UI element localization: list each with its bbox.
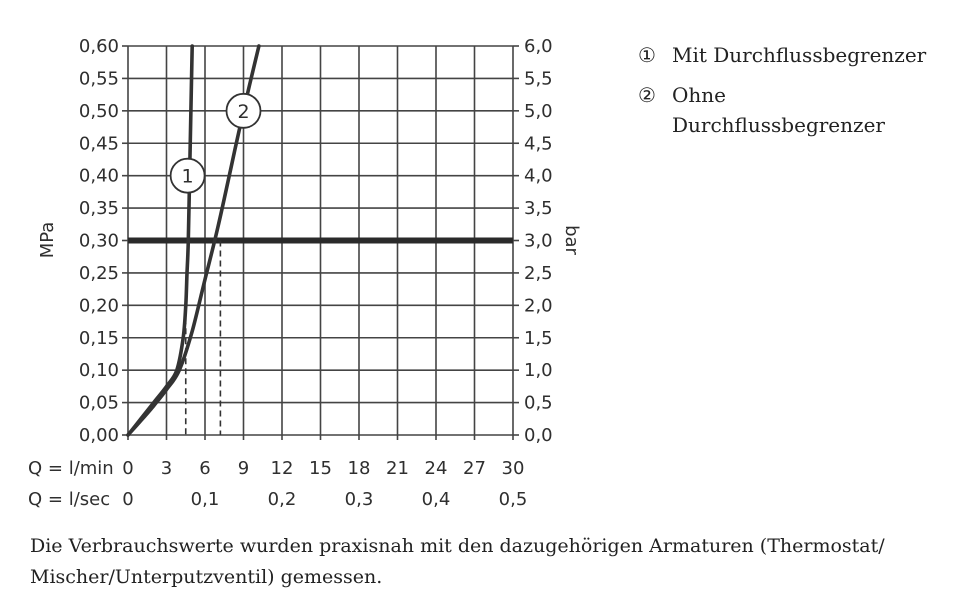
- y-right-tick-label: 2,5: [524, 262, 553, 284]
- x-row1-tick-label: 6: [199, 458, 211, 479]
- x-row1-tick-label: 3: [160, 458, 173, 479]
- y-right-tick-label: 4,0: [524, 165, 553, 187]
- y-left-tick-label: 0,20: [78, 295, 119, 317]
- x-row2-tick-label: 0,2: [267, 489, 297, 510]
- y-left-tick-label: 0,30: [78, 230, 119, 252]
- x-row1-tick-label: 0: [122, 458, 134, 479]
- legend-marker-1: ①: [638, 43, 656, 67]
- legend-marker-2: ②: [638, 83, 656, 107]
- y-right-tick-label: 4,5: [524, 133, 553, 155]
- y-right-tick-label: 0,0: [524, 425, 553, 446]
- x-row1-tick-label: 21: [386, 458, 409, 479]
- legend: [638, 43, 927, 137]
- x-row1-tick-label: 27: [463, 458, 486, 479]
- y-right-tick-label: 2,0: [524, 295, 553, 317]
- legend-text-1: Mit Durchflussbegrenzer: [672, 43, 927, 67]
- x-row2-tick-label: 0,4: [421, 489, 451, 510]
- curve-marker-label-2: 2: [237, 100, 250, 123]
- y-left-tick-label: 0,10: [78, 360, 119, 382]
- y-right-tick-label: 6,0: [524, 36, 553, 57]
- y-left-tick-label: 0,25: [78, 262, 119, 284]
- y-right-tick-label: 5,5: [524, 68, 553, 90]
- x-row1-tick-label: 30: [501, 458, 525, 479]
- x-row1-label: Q = l/min: [28, 458, 114, 479]
- footnote-line-2: Mischer/Unterputzventil) gemessen.: [30, 566, 383, 588]
- y-right-tick-label: 3,5: [524, 198, 553, 220]
- x-row1-tick-label: 24: [424, 458, 448, 479]
- y-right-tick-label: 5,0: [524, 100, 553, 122]
- x-row1-tick-label: 9: [237, 458, 250, 479]
- y-left-tick-label: 0,55: [78, 68, 119, 90]
- legend-text-2: Ohne: [672, 83, 726, 107]
- y-left-tick-label: 0,60: [78, 36, 119, 57]
- y-left-tick-label: 0,45: [78, 133, 119, 155]
- x-row2-tick-label: 0,1: [190, 489, 220, 510]
- y-right-tick-label: 1,0: [524, 360, 553, 382]
- x-row2-tick-label: 0,5: [498, 489, 528, 510]
- x-row1-tick-label: 15: [309, 458, 332, 479]
- y-left-axis-label: MPa: [37, 221, 58, 259]
- curve-marker-label-1: 1: [181, 165, 194, 188]
- x-row1-tick-label: 12: [270, 458, 294, 479]
- y-right-axis-label: bar: [561, 225, 582, 255]
- y-left-tick-label: 0,50: [78, 100, 119, 122]
- x-row2-tick-label: 0,3: [344, 489, 374, 510]
- legend-text-2-line2: Durchflussbegrenzer: [672, 113, 885, 137]
- y-right-tick-label: 0,5: [524, 392, 553, 414]
- y-left-tick-label: 0,00: [78, 425, 119, 446]
- footnote-line-1: Die Verbrauchswerte wurden praxisnah mit den dazugehörigen Armaturen (Thermostat/: [30, 535, 885, 557]
- x-row2-tick-label: 0: [122, 489, 134, 510]
- y-right-tick-label: 1,5: [524, 327, 553, 349]
- y-left-tick-label: 0,40: [78, 165, 119, 187]
- x-row1-tick-label: 18: [347, 458, 371, 479]
- x-row2-label: Q = l/sec: [28, 489, 111, 510]
- y-left-tick-label: 0,05: [78, 392, 119, 414]
- y-left-tick-label: 0,35: [78, 198, 119, 220]
- y-right-tick-label: 3,0: [524, 230, 553, 252]
- y-left-tick-label: 0,15: [78, 327, 119, 349]
